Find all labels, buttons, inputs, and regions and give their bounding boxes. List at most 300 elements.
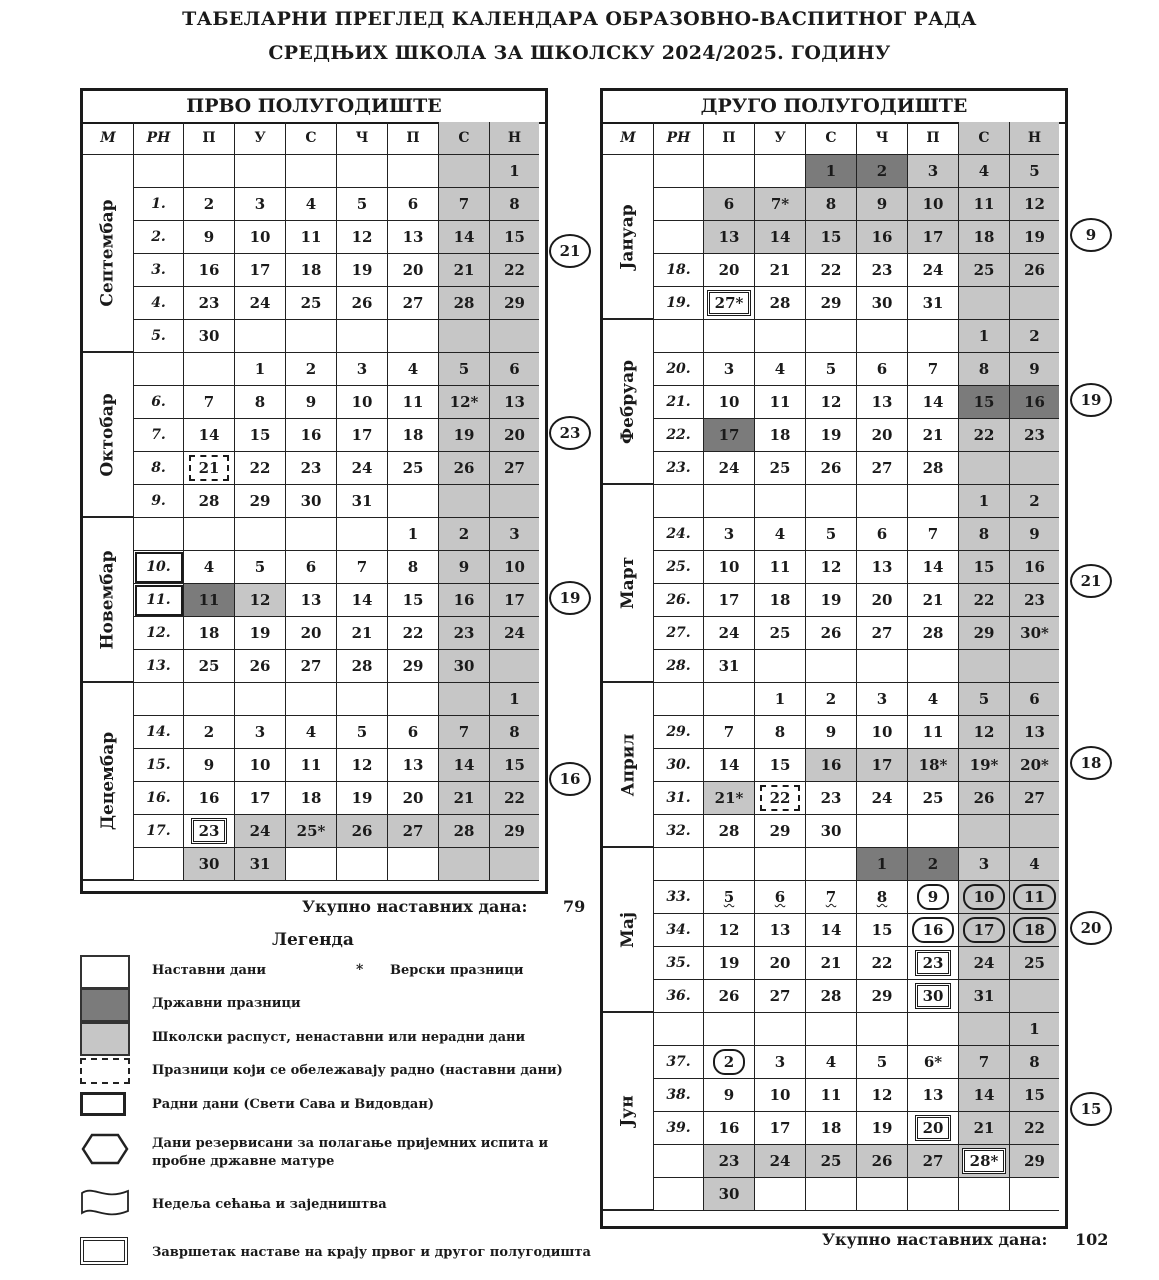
day-cell <box>857 947 908 980</box>
day-cell <box>337 419 388 452</box>
day-number: 8 <box>509 195 520 213</box>
day-cell <box>439 320 490 353</box>
day-cell <box>337 353 388 386</box>
day-cell <box>959 1112 1010 1145</box>
day-cell <box>806 881 857 914</box>
day-number: 1 <box>825 162 837 180</box>
day-number: 13 <box>504 393 525 411</box>
day-cell <box>235 287 286 320</box>
week-number <box>654 221 704 254</box>
day-number: 27 <box>402 822 424 840</box>
wave-icon <box>80 1185 130 1219</box>
day-cell <box>235 254 286 287</box>
day-cell <box>959 419 1010 452</box>
month-column-header: М <box>603 122 654 155</box>
day-cell <box>908 518 959 551</box>
day-cell <box>857 716 908 749</box>
day-number: 20 <box>871 426 893 444</box>
day-cell <box>704 716 755 749</box>
day-number: 12 <box>718 921 740 939</box>
day-number: 28 <box>351 657 373 675</box>
day-cell <box>490 617 539 650</box>
day-cell <box>1010 1112 1059 1145</box>
day-cell <box>337 485 388 518</box>
day-number: 19 <box>351 261 373 279</box>
day-number: 20* <box>1020 756 1049 774</box>
week-row <box>603 650 1065 683</box>
day-cell <box>388 188 439 221</box>
day-cell <box>1010 1145 1059 1178</box>
day-number: 8 <box>774 723 786 741</box>
day-number: 17 <box>249 789 271 807</box>
day-cell <box>857 980 908 1013</box>
day-number: 15 <box>1024 1086 1045 1104</box>
day-cell <box>755 1178 806 1211</box>
day-number: 20 <box>402 261 424 279</box>
day-cell <box>235 320 286 353</box>
day-number: 6 <box>305 558 317 576</box>
day-cell <box>857 188 908 221</box>
day-cell <box>806 683 857 716</box>
day-number: 25 <box>198 657 220 675</box>
day-column-header: У <box>235 122 286 155</box>
day-number: 15 <box>769 756 791 774</box>
month-name: Септембар <box>98 199 118 307</box>
day-cell <box>755 782 806 815</box>
day-cell <box>337 848 388 881</box>
week-row <box>603 848 1065 881</box>
week-row <box>603 1145 1065 1178</box>
month-teaching-days-count: 21 <box>1070 564 1112 598</box>
week-row <box>83 518 545 551</box>
day-number: 24 <box>249 822 271 840</box>
week-number: 39. <box>654 1112 704 1145</box>
day-number: 30 <box>718 1185 740 1203</box>
day-number: 4 <box>927 690 939 708</box>
month-teaching-days-count: 23 <box>549 416 591 450</box>
day-cell <box>755 1145 806 1178</box>
day-cell <box>704 320 755 353</box>
day-number: 10 <box>871 723 893 741</box>
day-number: 24 <box>871 789 893 807</box>
day-number: 7 <box>927 360 939 378</box>
day-cell <box>704 980 755 1013</box>
month-label <box>603 485 654 683</box>
day-number: 25 <box>300 294 322 312</box>
day-number: 28* <box>962 1148 1007 1174</box>
day-number: 4 <box>407 360 419 378</box>
week-number: 22. <box>654 419 704 452</box>
day-cell <box>908 353 959 386</box>
week-row <box>83 716 545 749</box>
day-number: 27 <box>871 624 893 642</box>
day-cell <box>1010 287 1059 320</box>
day-number: 24 <box>504 624 525 642</box>
dashed-box-icon <box>80 1058 130 1084</box>
day-cell <box>704 848 755 881</box>
day-cell <box>439 386 490 419</box>
day-number: 9 <box>458 558 470 576</box>
day-cell <box>1010 155 1059 188</box>
day-cell <box>490 815 539 848</box>
day-cell <box>908 782 959 815</box>
day-number: 5 <box>1029 162 1040 180</box>
day-number: 21 <box>453 789 475 807</box>
day-cell <box>755 221 806 254</box>
day-number: 22 <box>504 789 525 807</box>
day-cell <box>388 452 439 485</box>
day-cell <box>857 254 908 287</box>
day-cell <box>908 1079 959 1112</box>
week-row <box>603 221 1065 254</box>
week-row <box>83 617 545 650</box>
day-number: 7 <box>203 393 215 411</box>
day-cell <box>908 1145 959 1178</box>
day-number: 14 <box>453 756 475 774</box>
day-cell <box>1010 1178 1059 1211</box>
day-cell <box>235 617 286 650</box>
day-cell <box>286 419 337 452</box>
day-number: 17 <box>504 591 525 609</box>
day-number: 23 <box>915 950 952 976</box>
day-cell <box>439 419 490 452</box>
day-number: 14 <box>351 591 373 609</box>
day-number: 23 <box>871 261 893 279</box>
day-number: 8 <box>825 195 837 213</box>
day-number: 29 <box>1024 1152 1045 1170</box>
week-row <box>603 155 1065 188</box>
day-cell <box>388 221 439 254</box>
day-cell <box>1010 518 1059 551</box>
day-number: 13 <box>300 591 322 609</box>
day-number: 2 <box>1029 492 1040 510</box>
day-number: 12* <box>449 393 479 411</box>
day-number: 1 <box>774 690 786 708</box>
day-cell <box>388 353 439 386</box>
day-cell <box>908 1046 959 1079</box>
day-cell <box>755 650 806 683</box>
month-teaching-days-count: 18 <box>1070 746 1112 780</box>
day-number: 29 <box>871 987 893 1005</box>
day-number: 19 <box>820 426 842 444</box>
day-cell <box>286 617 337 650</box>
day-cell <box>908 1013 959 1046</box>
day-cell <box>755 980 806 1013</box>
day-cell <box>908 848 959 881</box>
day-cell <box>388 617 439 650</box>
day-cell <box>806 221 857 254</box>
week-number: 18. <box>654 254 704 287</box>
day-number: 17 <box>871 756 893 774</box>
week-number <box>654 485 704 518</box>
day-number: 14 <box>973 1086 995 1104</box>
week-row <box>83 254 545 287</box>
month-column-header: М <box>83 122 134 155</box>
day-number: 14 <box>718 756 740 774</box>
day-number: 13 <box>871 393 893 411</box>
week-number: 26. <box>654 584 704 617</box>
week-row <box>603 419 1065 452</box>
work-day-box-icon <box>80 1092 126 1116</box>
week-row <box>603 815 1065 848</box>
day-cell <box>908 914 959 947</box>
day-number: 12 <box>351 756 373 774</box>
day-cell <box>490 683 539 716</box>
week-number <box>134 683 184 716</box>
legend-text: Празници који се обележавају радно (наставни дани) <box>152 1063 563 1078</box>
day-number: 31 <box>249 855 271 873</box>
day-cell <box>857 617 908 650</box>
day-cell <box>704 419 755 452</box>
day-cell <box>1010 980 1059 1013</box>
week-number <box>134 848 184 881</box>
day-cell <box>959 1013 1010 1046</box>
day-number: 3 <box>774 1053 786 1071</box>
religious-legend-text: Верски празници <box>390 963 524 978</box>
day-number: 6 <box>407 195 419 213</box>
day-cell <box>490 353 539 386</box>
day-number: 14 <box>922 558 944 576</box>
day-cell <box>755 683 806 716</box>
day-number: 29 <box>973 624 995 642</box>
day-number: 14 <box>922 393 944 411</box>
week-row <box>603 1178 1065 1211</box>
day-cell <box>755 716 806 749</box>
day-number: 3 <box>254 723 266 741</box>
day-cell <box>704 1079 755 1112</box>
day-cell <box>704 485 755 518</box>
day-cell <box>755 947 806 980</box>
day-number: 3 <box>723 360 735 378</box>
day-number: 27* <box>707 290 752 316</box>
day-cell <box>806 551 857 584</box>
day-number: 27 <box>300 657 322 675</box>
day-cell <box>755 386 806 419</box>
week-number: 5. <box>134 320 184 353</box>
day-cell <box>806 155 857 188</box>
day-cell <box>337 584 388 617</box>
day-cell <box>388 716 439 749</box>
day-number: 18 <box>1013 917 1056 943</box>
week-number: 29. <box>654 716 704 749</box>
day-number: 19 <box>1024 228 1045 246</box>
day-cell <box>755 881 806 914</box>
month-name: Мај <box>617 911 638 948</box>
day-cell <box>806 287 857 320</box>
day-number: 19 <box>871 1119 893 1137</box>
day-number: 3 <box>356 360 368 378</box>
day-cell <box>755 1046 806 1079</box>
day-cell <box>235 518 286 551</box>
day-cell <box>857 815 908 848</box>
day-cell <box>857 848 908 881</box>
day-cell <box>439 287 490 320</box>
day-number: 2 <box>825 690 837 708</box>
day-number: 8 <box>876 888 888 906</box>
week-row <box>83 386 545 419</box>
day-cell <box>286 749 337 782</box>
week-number: 35. <box>654 947 704 980</box>
day-number: 1 <box>254 360 266 378</box>
day-number: 9 <box>1029 525 1040 543</box>
day-cell <box>755 551 806 584</box>
day-number: 29 <box>820 294 842 312</box>
day-cell <box>490 221 539 254</box>
dark-swatch-icon <box>80 988 130 1022</box>
day-cell <box>908 1178 959 1211</box>
week-row <box>603 188 1065 221</box>
day-cell <box>908 287 959 320</box>
day-number: 13 <box>922 1086 944 1104</box>
day-cell <box>388 419 439 452</box>
day-number: 13 <box>402 756 424 774</box>
month-teaching-days-count: 20 <box>1070 911 1112 945</box>
day-number: 19* <box>969 756 999 774</box>
day-cell <box>857 221 908 254</box>
day-number: 20 <box>871 591 893 609</box>
day-cell <box>704 353 755 386</box>
month-name: Јун <box>618 1095 638 1127</box>
day-cell <box>857 518 908 551</box>
week-row <box>603 881 1065 914</box>
day-cell <box>959 155 1010 188</box>
day-number: 14 <box>769 228 791 246</box>
day-cell <box>184 353 235 386</box>
day-cell <box>959 254 1010 287</box>
day-cell <box>490 749 539 782</box>
day-cell <box>439 518 490 551</box>
month-name: Октобар <box>98 392 119 477</box>
day-number: 26 <box>453 459 475 477</box>
week-number: 2. <box>134 221 184 254</box>
week-number: 7. <box>134 419 184 452</box>
week-number <box>134 518 184 551</box>
day-number: 12 <box>820 393 842 411</box>
day-cell <box>337 518 388 551</box>
day-cell <box>959 188 1010 221</box>
day-number: 5 <box>723 888 735 906</box>
day-number: 18 <box>300 789 322 807</box>
day-number: 15 <box>973 558 995 576</box>
week-row <box>603 518 1065 551</box>
day-cell <box>1010 419 1059 452</box>
day-number: 20 <box>915 1115 952 1141</box>
week-number: 4. <box>134 287 184 320</box>
day-cell <box>388 155 439 188</box>
day-number: 20 <box>300 624 322 642</box>
day-number: 24 <box>718 459 740 477</box>
day-cell <box>235 650 286 683</box>
table-header-row <box>83 122 545 155</box>
day-cell <box>235 584 286 617</box>
day-cell <box>959 617 1010 650</box>
day-number: 6 <box>774 888 786 906</box>
day-cell <box>286 452 337 485</box>
day-number: 16 <box>820 756 842 774</box>
day-number: 17 <box>718 426 740 444</box>
week-row <box>83 848 545 881</box>
day-cell <box>490 320 539 353</box>
week-row <box>83 320 545 353</box>
day-number: 3 <box>254 195 266 213</box>
day-number: 25 <box>769 459 791 477</box>
day-cell <box>857 881 908 914</box>
day-cell <box>857 782 908 815</box>
week-row <box>603 584 1065 617</box>
day-number: 21 <box>769 261 791 279</box>
week-column-header: РН <box>654 122 704 155</box>
day-number: 4 <box>203 558 215 576</box>
day-number: 2 <box>203 195 215 213</box>
day-number: 22 <box>402 624 424 642</box>
day-number: 13 <box>1024 723 1045 741</box>
day-cell <box>286 716 337 749</box>
day-number: 11 <box>922 723 944 741</box>
day-cell <box>235 386 286 419</box>
day-number: 24 <box>973 954 995 972</box>
week-number: 37. <box>654 1046 704 1079</box>
month-label <box>603 320 654 485</box>
day-number: 27 <box>871 459 893 477</box>
day-cell <box>959 584 1010 617</box>
day-cell <box>959 452 1010 485</box>
week-number: 14. <box>134 716 184 749</box>
day-number: 21* <box>714 789 744 807</box>
week-number: 30. <box>654 749 704 782</box>
week-row <box>603 386 1065 419</box>
day-number: 12 <box>973 723 995 741</box>
day-cell <box>704 518 755 551</box>
day-cell <box>439 782 490 815</box>
day-cell <box>857 1112 908 1145</box>
day-cell <box>755 914 806 947</box>
day-number: 2 <box>203 723 215 741</box>
day-cell <box>755 848 806 881</box>
day-cell <box>959 287 1010 320</box>
week-row <box>83 485 545 518</box>
day-cell <box>490 287 539 320</box>
day-number: 9 <box>203 228 215 246</box>
day-number: 11 <box>973 195 995 213</box>
day-number: 20 <box>402 789 424 807</box>
day-cell <box>755 452 806 485</box>
day-cell <box>1010 947 1059 980</box>
week-number: 25. <box>654 551 704 584</box>
day-number: 1 <box>509 162 520 180</box>
day-number: 3 <box>978 855 990 873</box>
day-number: 2 <box>713 1049 745 1075</box>
day-cell <box>337 749 388 782</box>
week-number: 13. <box>134 650 184 683</box>
day-number: 20 <box>769 954 791 972</box>
week-number: 21. <box>654 386 704 419</box>
day-cell <box>184 188 235 221</box>
day-cell <box>908 551 959 584</box>
day-number: 5 <box>876 1053 888 1071</box>
day-cell <box>857 650 908 683</box>
day-number: 17 <box>769 1119 791 1137</box>
day-cell <box>1010 320 1059 353</box>
day-cell <box>1010 1079 1059 1112</box>
day-cell <box>908 617 959 650</box>
day-cell <box>286 155 337 188</box>
day-cell <box>908 881 959 914</box>
day-cell <box>184 848 235 881</box>
day-cell <box>439 452 490 485</box>
day-cell <box>755 188 806 221</box>
second-semester-total-value: 102 <box>1075 1230 1109 1249</box>
day-cell <box>235 848 286 881</box>
